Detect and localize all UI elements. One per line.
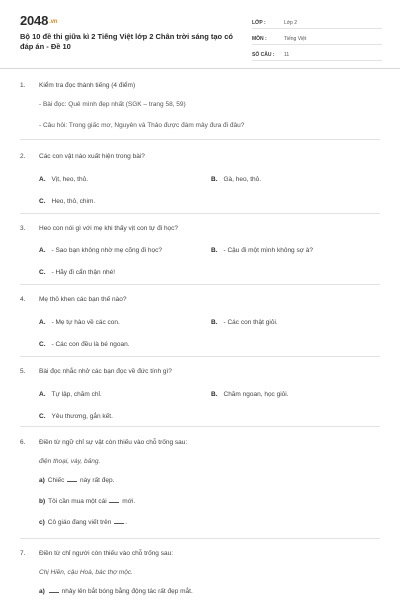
- question-1: [20, 82, 385, 129]
- logo-suffix: .vn: [49, 19, 58, 25]
- document-meta: [252, 15, 382, 63]
- option-letter: B.: [211, 319, 218, 326]
- question-text: Điền từ ngữ chỉ sự vật còn thiếu vào chỗ trống sau:: [39, 439, 188, 446]
- divider: [20, 356, 380, 357]
- logo-text: 2048: [20, 13, 49, 28]
- option-text: Chăm ngoan, học giỏi.: [223, 391, 289, 398]
- meta-row-subject: [252, 31, 382, 45]
- option-letter: C.: [39, 198, 46, 205]
- question-number: 1.: [20, 82, 26, 89]
- option-text: Gà, heo, thỏ.: [223, 176, 262, 183]
- question-number: 2.: [20, 153, 26, 160]
- option-text: - Mẹ tự hào về các con.: [51, 319, 120, 326]
- item-text: Chiếc: [47, 477, 65, 484]
- answer-option-a[interactable]: [39, 247, 162, 254]
- question-text: Điền từ chỉ người còn thiếu vào chỗ trống sau:: [39, 550, 174, 557]
- question-2: [20, 153, 385, 205]
- item-text: nhảy lên bắt bóng bằng động tác rất đẹp mắt.: [61, 588, 193, 595]
- question-text: Kiểm tra đọc thành tiếng (4 điểm): [39, 82, 136, 89]
- blank-slot[interactable]: [109, 502, 119, 503]
- question-7: [20, 550, 385, 595]
- option-text: - Các con thật giỏi.: [223, 319, 278, 326]
- item-letter: a): [39, 477, 45, 484]
- word-hint: điện thoại, váy, bảng.: [39, 458, 101, 465]
- fill-item-b: [39, 498, 135, 505]
- question-text: Heo con nói gì với mẹ khi thấy vịt con tự đi học?: [39, 225, 179, 232]
- meta-value: Tiếng Việt: [284, 36, 307, 42]
- item-letter: c): [39, 519, 45, 526]
- divider: [20, 426, 380, 427]
- divider: [20, 139, 380, 140]
- option-text: Yêu thương, gắn kết.: [51, 413, 113, 420]
- option-text: - Cậu đi một mình không sợ à?: [223, 247, 314, 254]
- option-text: Vịt, heo, thỏ.: [51, 176, 88, 183]
- option-letter: C.: [39, 269, 46, 276]
- fill-item-a: [39, 588, 193, 595]
- document-header: [0, 0, 400, 69]
- question-line: - Câu hỏi: Trong giấc mơ, Nguyên và Thảo được đám mây đưa đi đâu?: [39, 122, 245, 129]
- item-text: này rất đẹp.: [80, 477, 115, 484]
- item-letter: b): [39, 498, 46, 505]
- answer-option-c[interactable]: [39, 198, 95, 205]
- answer-option-a[interactable]: [39, 176, 88, 183]
- option-letter: A.: [39, 391, 46, 398]
- item-text: Cô giáo đang viết trên: [47, 519, 112, 526]
- question-number: 4.: [20, 296, 26, 303]
- answer-option-b[interactable]: [211, 319, 278, 326]
- question-number: 5.: [20, 368, 26, 375]
- word-hint: Chị Hiền, cậu Hoà, bác thợ mộc.: [39, 569, 133, 576]
- question-number: 7.: [20, 550, 26, 557]
- answer-option-b[interactable]: [211, 391, 289, 398]
- option-text: - Sao bạn không nhờ mẹ cõng đi học?: [51, 247, 163, 254]
- option-letter: B.: [211, 247, 218, 254]
- divider: [20, 213, 380, 214]
- answer-option-b[interactable]: [211, 247, 313, 254]
- option-text: Heo, thỏ, chim.: [51, 198, 96, 205]
- meta-label: MÔN :: [252, 36, 267, 42]
- answer-option-c[interactable]: [39, 269, 115, 276]
- meta-label: LỚP :: [252, 20, 266, 26]
- question-text: Mẹ thỏ khen các bạn thế nào?: [39, 296, 127, 303]
- site-logo[interactable]: [20, 13, 57, 28]
- answer-option-a[interactable]: [39, 319, 120, 326]
- document-title: Bộ 10 đề thi giữa kì 2 Tiếng Việt lớp 2 Chân trời sáng tạo có đáp án - Đề 10: [20, 32, 233, 51]
- answer-option-c[interactable]: [39, 341, 130, 348]
- option-letter: C.: [39, 413, 46, 420]
- question-number: 3.: [20, 225, 26, 232]
- question-4: [20, 296, 385, 348]
- item-letter: a): [39, 588, 45, 595]
- item-text: mới.: [122, 498, 136, 505]
- item-text: Tôi cần mua một cái: [48, 498, 107, 505]
- item-text: .: [125, 519, 128, 526]
- question-text: Bài đọc nhắc nhở các bạn đọc về đức tính gì?: [39, 368, 172, 375]
- option-text: Tự lập, chăm chỉ.: [51, 391, 102, 398]
- meta-value: 11: [284, 52, 290, 58]
- meta-label: SỐ CÂU :: [252, 52, 275, 58]
- option-letter: A.: [39, 319, 46, 326]
- blank-slot[interactable]: [67, 481, 77, 482]
- option-letter: A.: [39, 247, 46, 254]
- option-letter: C.: [39, 341, 46, 348]
- question-6: [20, 439, 385, 526]
- fill-item-c: [39, 519, 127, 526]
- blank-slot[interactable]: [49, 592, 59, 593]
- meta-row-class: [252, 15, 382, 29]
- question-number: 6.: [20, 439, 26, 446]
- divider: [20, 284, 380, 285]
- fill-item-a: [39, 477, 114, 484]
- option-letter: B.: [211, 176, 218, 183]
- answer-option-c[interactable]: [39, 413, 113, 420]
- option-text: - Hãy đi cẩn thận nhé!: [51, 269, 116, 276]
- meta-value: Lớp 2: [284, 20, 298, 26]
- option-text: - Các con đều là bé ngoan.: [51, 341, 130, 348]
- meta-row-count: [252, 47, 382, 61]
- answer-option-a[interactable]: [39, 391, 102, 398]
- option-letter: A.: [39, 176, 46, 183]
- divider: [20, 538, 380, 539]
- option-letter: B.: [211, 391, 218, 398]
- blank-slot[interactable]: [114, 523, 124, 524]
- answer-option-b[interactable]: [211, 176, 261, 183]
- question-3: [20, 225, 385, 276]
- question-text: Các con vật nào xuất hiện trong bài?: [39, 153, 145, 160]
- question-5: [20, 368, 385, 420]
- question-line: - Bài đọc: Quê mình đẹp nhất (SGK – trang 58, 59): [39, 101, 186, 108]
